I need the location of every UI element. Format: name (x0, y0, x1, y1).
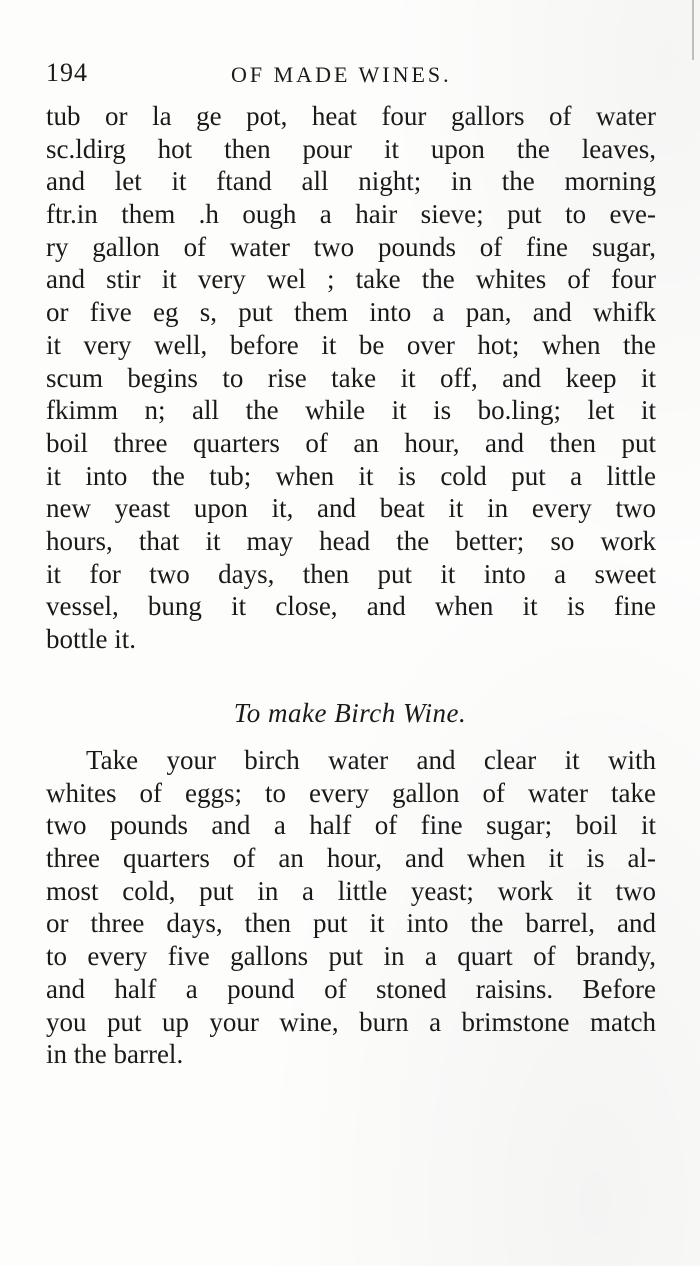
text-line: vessel, bung it close, and when it is fine (46, 591, 656, 622)
text-line: or three days, then put it into the barrel, and (46, 908, 656, 939)
continued-recipe-text (46, 100, 656, 656)
text-line: Take your birch water and clear it with (86, 745, 656, 775)
text-line: in the barrel. (46, 1039, 184, 1070)
running-title: OF MADE WINES. (231, 62, 452, 87)
birch-wine-recipe-text (46, 744, 656, 1071)
text-line: it into the tub; when it is cold put a little (46, 460, 656, 491)
text-line: hours, that it may head the better; so work (46, 525, 656, 556)
text-line: and stir it very wel ; take the whites of four (46, 264, 656, 295)
text-line: and half a pound of stoned raisins. Before (46, 973, 656, 1004)
text-line: two pounds and a half of fine sugar; boil it (46, 810, 656, 841)
text-line: ftr.in them .h ough a hair sieve; put to eve- (46, 199, 656, 230)
text-line: whites of eggs; to every gallon of water take (46, 777, 656, 808)
text-line: fkimm n; all the while it is bo.ling; let it (46, 395, 656, 426)
text-line: boil three quarters of an hour, and then put (46, 427, 656, 458)
page-edge-mark (692, 0, 694, 60)
text-line: or five eg s, put them into a pan, and whifk (46, 297, 656, 328)
text-line: you put up your wine, burn a brimstone match (46, 1006, 656, 1037)
text-line: bottle it. (46, 624, 136, 654)
page-number: 194 (46, 58, 88, 87)
text-line: to every five gallons put in a quart of brandy, (46, 941, 656, 972)
text-line: new yeast upon it, and beat it in every two (46, 493, 656, 524)
text-line: tub or la ge pot, heat four gallors of water (46, 101, 656, 131)
text-line: sc.ldirg hot then pour it upon the leaves, (46, 133, 656, 164)
text-line: ry gallon of water two pounds of fine sugar, (46, 231, 656, 262)
section-heading-birch-wine: To make Birch Wine. (233, 698, 467, 728)
text-line: three quarters of an hour, and when it is al- (46, 843, 656, 874)
text-line: and let it ftand all night; in the morning (46, 166, 656, 197)
text-line: it for two days, then put it into a sweet (46, 558, 656, 589)
text-line: scum begins to rise take it off, and keep it (46, 362, 656, 393)
text-line: it very well, before it be over hot; when the (46, 329, 656, 360)
text-line: most cold, put in a little yeast; work it two (46, 875, 656, 906)
running-head (46, 58, 606, 98)
